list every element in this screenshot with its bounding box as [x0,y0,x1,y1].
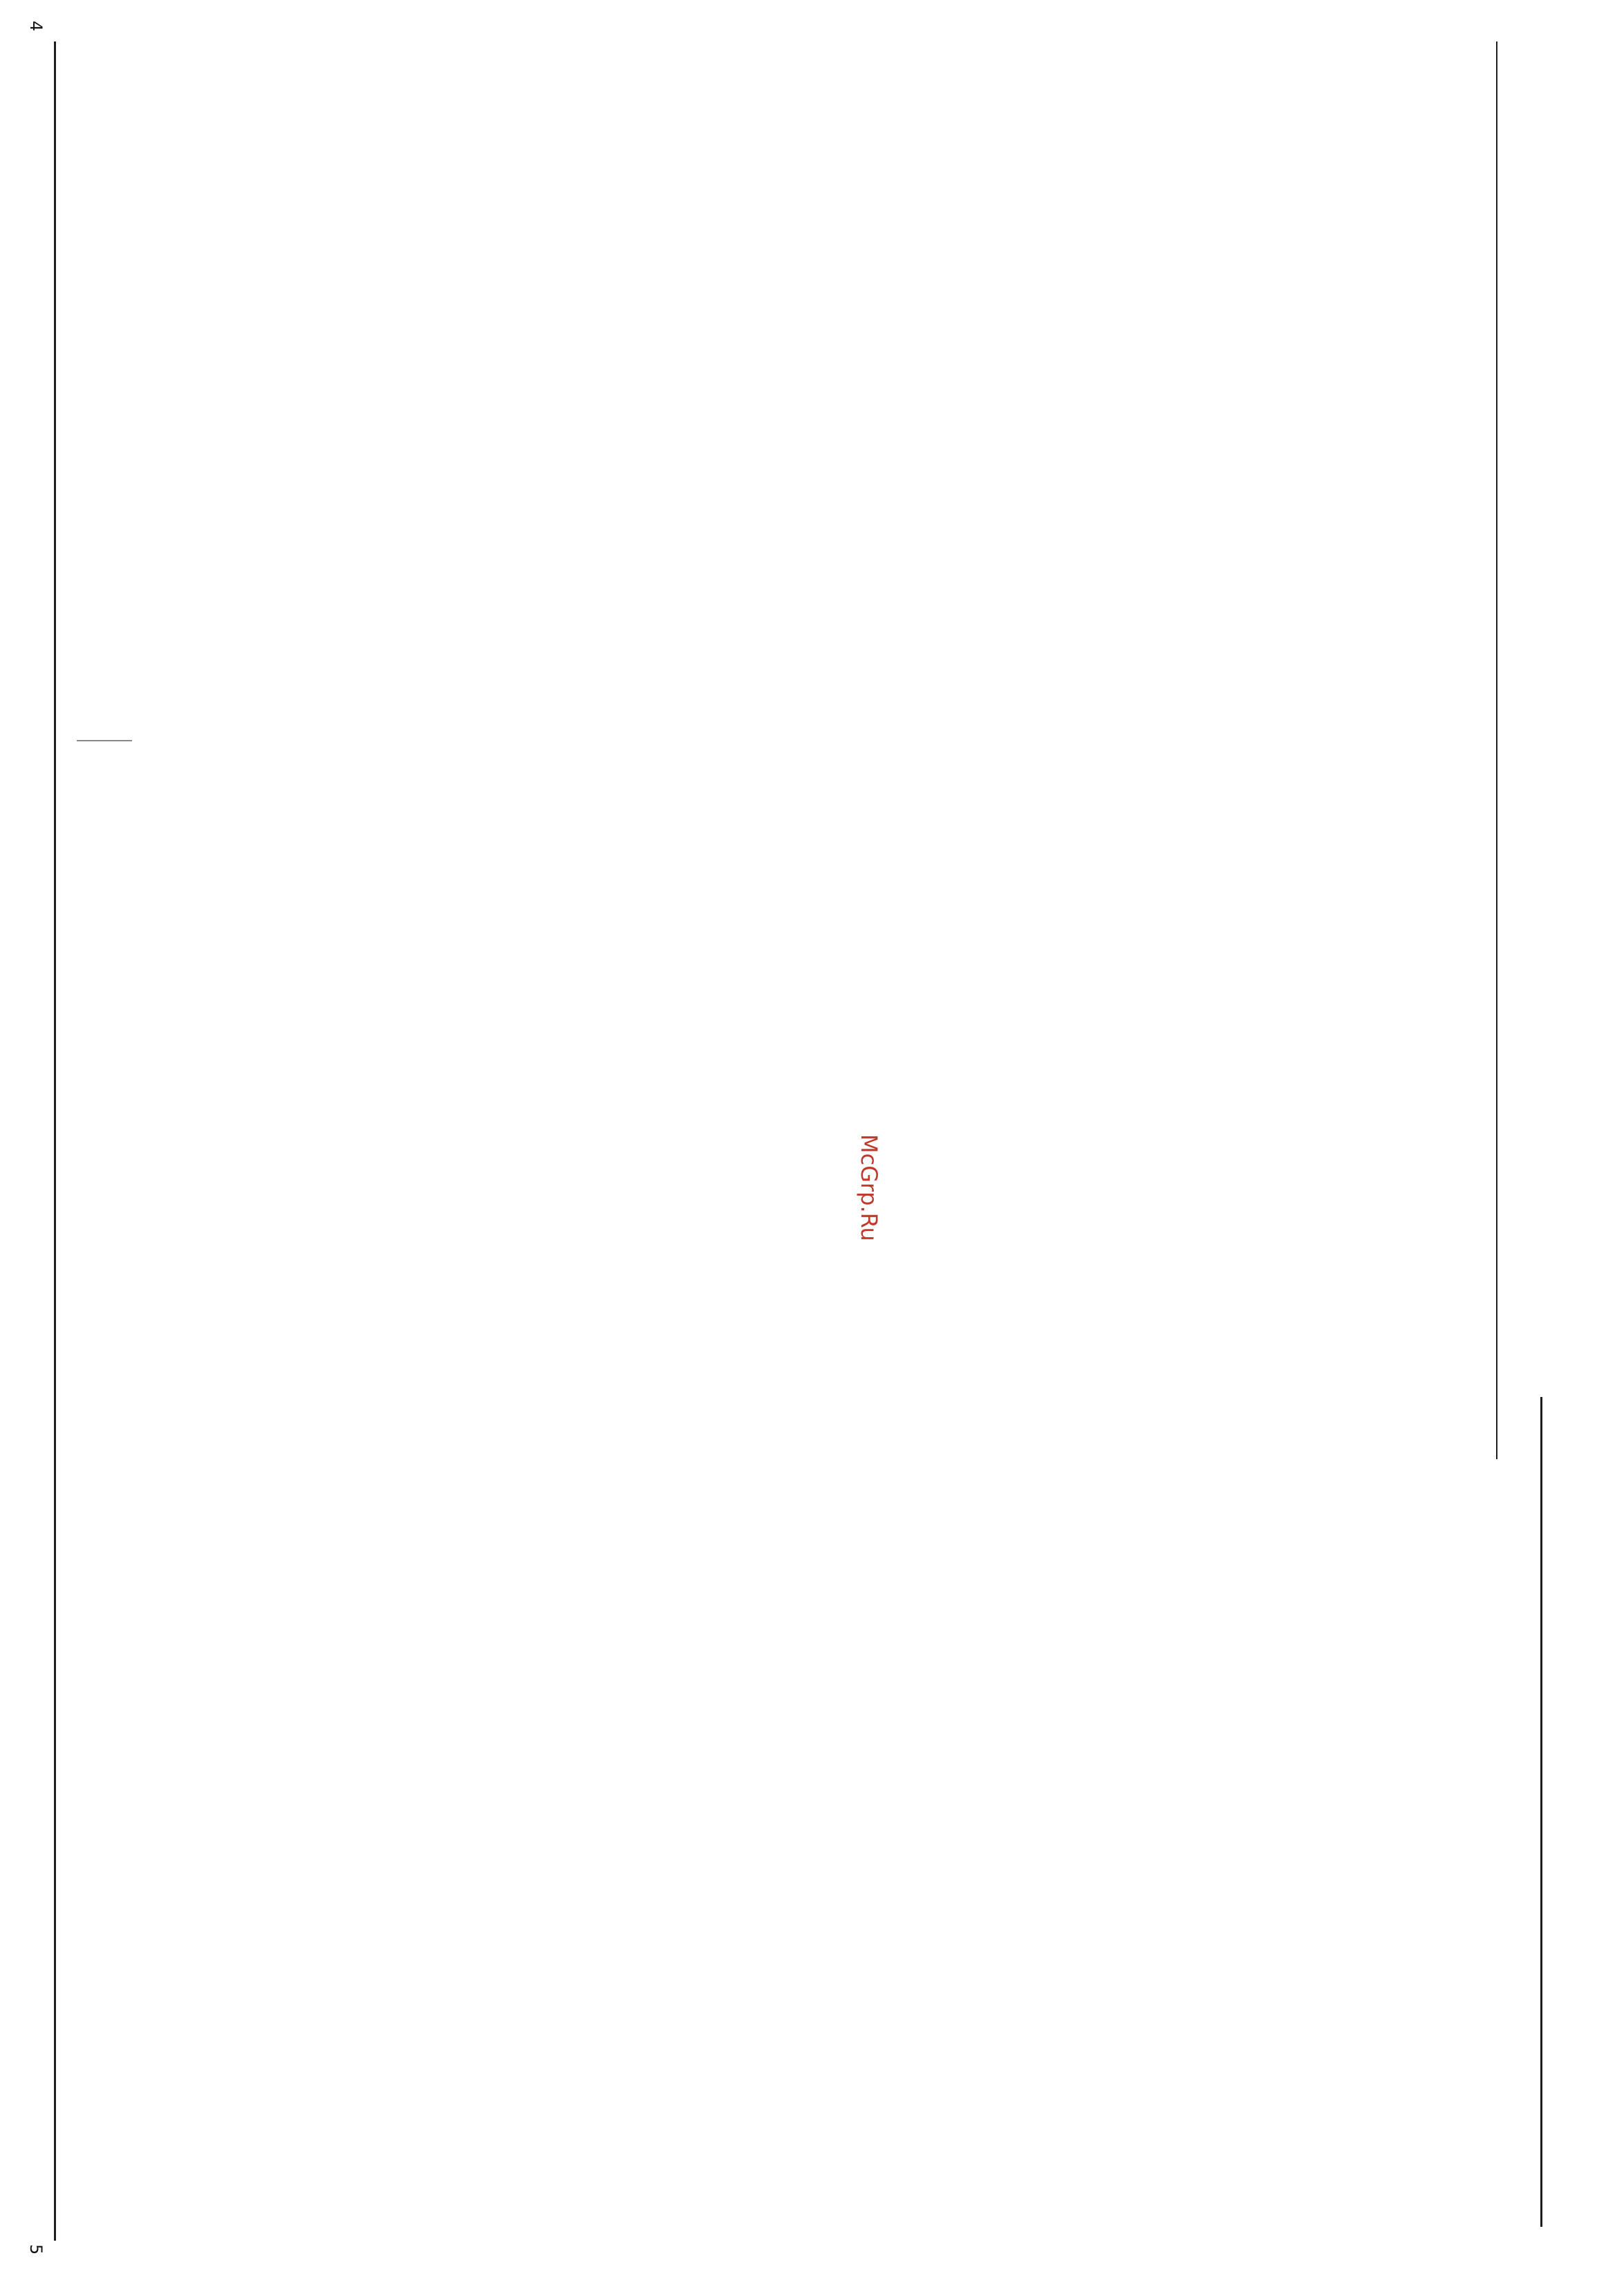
watermark-text: McGrp.Ru [856,1134,882,1241]
page-number-left: 4 [26,21,46,32]
page-number-right: 5 [26,2244,46,2255]
